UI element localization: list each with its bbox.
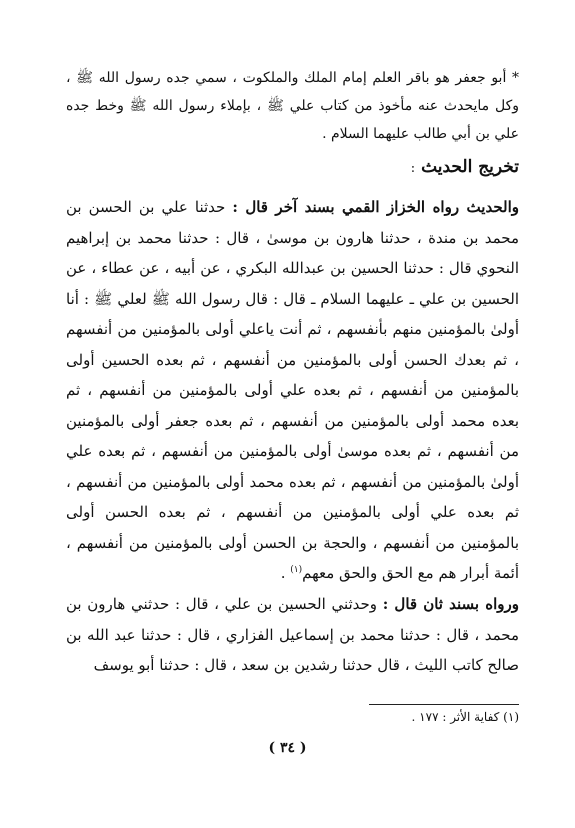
page-number: ( ٣٤ ) (268, 740, 307, 756)
section-heading-title: تخريج الحديث (421, 157, 519, 177)
hadith-lead: والحديث رواه الخزاز القمي بسند آخر قال : (232, 198, 519, 216)
footnote-divider (369, 704, 519, 705)
hadith-body: حدثنا علي بن الحسن بن محمد بن مندة ، حدثنا هارون بن موسىٰ ، قال : حدثنا محمد بن إبراهيم النحوي قال : حدثنا الحسين بن عبدالله البكري ، عن أبيه ، عن عطاء ، عن الحسين بن علي ـ عليهما السلام ـ قال : قال رسول الله ﷺ لعلي ﷺ : أنا أولىٰ بالمؤمنين منهم بأنفسهم ، ثم أنت ياعلي أولى بالمؤمنين من أنفسهم ، ثم بعدك الحسن أولى بالمؤمنين من أنفسهم ، ثم بعده الحسين أولى بالمؤمنين من أنفسهم ، ثم بعده علي أولى بالمؤمنين من أنفسهم ، ثم بعده محمد أولى بالمؤمنين من أنفسهم ، ثم بعده جعفر أولى بالمؤمنين من أنفسهم ، ثم بعده موسىٰ أولى بالمؤمنين من أنفسهم ، ثم بعده علي أولىٰ بالمؤمنين من أنفسهم ، ثم بعده محمد أولى بالمؤمنين من أنفسهم ، ثم بعده علي أولى بالمؤمنين من أنفسهم ، ثم بعده الحسن أولى بالمؤمنين من أنفسهم ، والحجة بن الحسن أولى بالمؤمنين من أنفسهم ، أئمة أبرار هم مع الحق والحق معهم (66, 198, 519, 582)
intro-text: * أبو جعفر هو باقر العلم إمام الملك والملكوت ، سمي جده رسول الله ﷺ ، وكل مايحدث عنه مأخوذ من كتاب علي ﷺ ، بإملاء رسول الله ﷺ وخط جده علي بن أبي طالب عليهما السلام . (66, 70, 519, 142)
hadith-tail: . (280, 564, 291, 582)
footnote (412, 708, 519, 726)
hadith-paragraph (66, 192, 519, 589)
section-heading-colon: : (410, 161, 416, 176)
second-chain-paragraph (66, 589, 519, 681)
footnote-text: (١) كفاية الأثر : ١٧٧ . (411, 710, 519, 724)
footnote-reference[interactable]: (١) (290, 565, 303, 575)
second-chain-body: وحدثني الحسين بن علي ، قال : حدثني هارون بن محمد ، قال : حدثنا محمد بن إسماعيل الفزاري ، قال : حدثنا عبد الله بن صالح كاتب الليث ، قال حدثنا رشدين بن سعد ، قال : حدثنا أبو يوسف (66, 595, 519, 674)
section-heading (411, 157, 519, 177)
intro-paragraph (66, 64, 519, 148)
second-chain-lead: ورواه بسند ثان قال : (382, 595, 519, 613)
